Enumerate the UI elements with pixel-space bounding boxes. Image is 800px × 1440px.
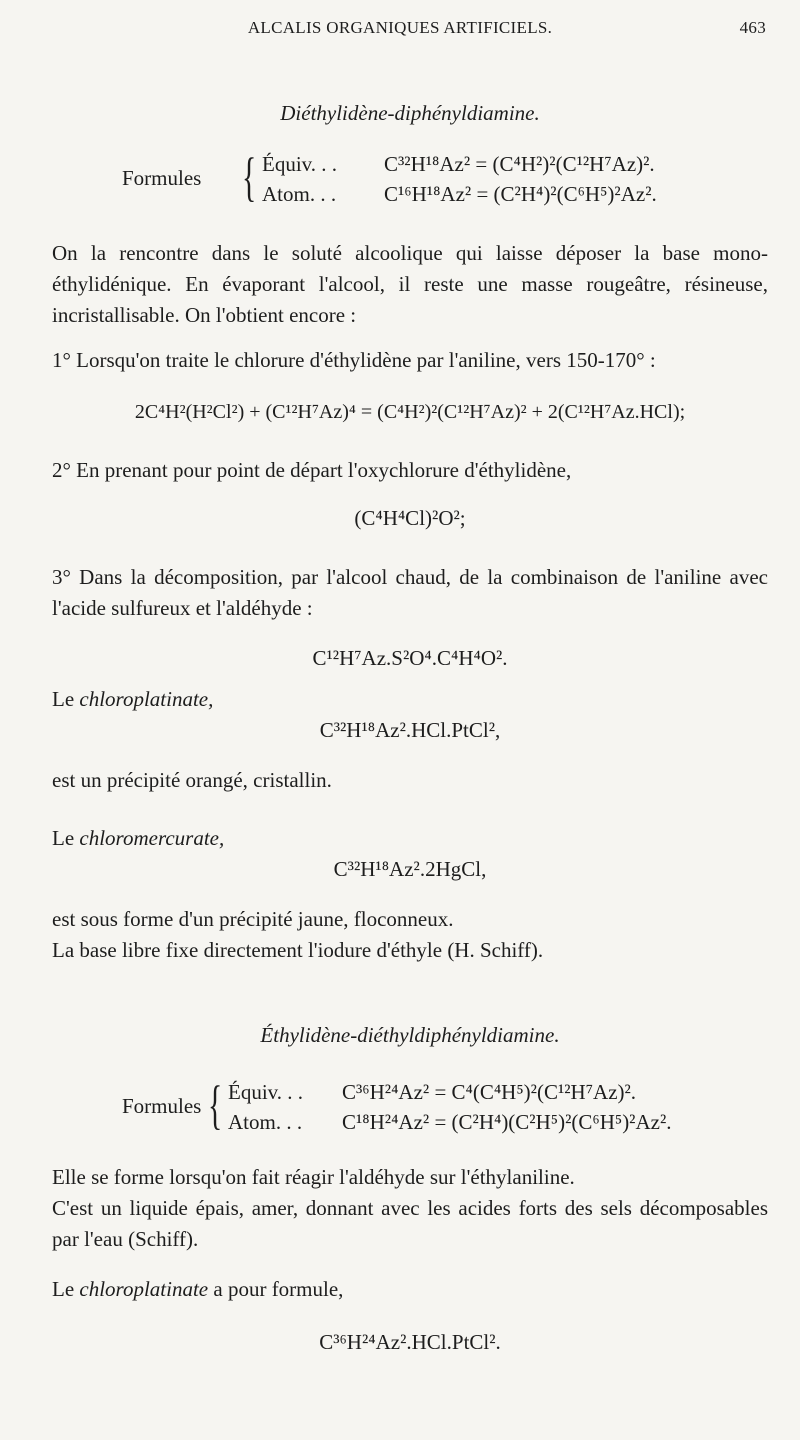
- equation-1: 2C⁴H²(H²Cl²) + (C¹²H⁷Az)⁴ = (C⁴H²)²(C¹²H⁷Az)² + 2(C¹²H⁷Az.HCl);: [134, 401, 686, 423]
- chloroplatinate-line: [52, 684, 768, 715]
- chloroplatinate-post: a pour formule,: [208, 1277, 344, 1301]
- curly-brace-icon: {: [208, 1075, 223, 1135]
- equiv-label: Équiv. . .: [228, 1080, 304, 1104]
- curly-brace-icon: {: [242, 147, 257, 207]
- formules-label: Formules: [122, 1094, 202, 1118]
- formules-label: Formules: [122, 166, 202, 190]
- formula-2: (C⁴H⁴Cl)²O²;: [354, 506, 466, 530]
- base-libre: La base libre fixe directement l'iodure d'éthyle (H. Schiff).: [52, 938, 544, 962]
- page-number: 463: [739, 18, 766, 37]
- atom-label: Atom. . .: [228, 1110, 303, 1134]
- equiv-label: Équiv. . .: [262, 152, 338, 176]
- chloroplatinate-pre: Le: [52, 1277, 80, 1301]
- running-title: ALCALIS ORGANIQUES ARTIFICIELS.: [247, 18, 553, 37]
- chloroplatinate-formula-2: C³⁶H²⁴Az².HCl.PtCl².: [319, 1330, 501, 1354]
- item-3: 3° Dans la décomposition, par l'alcool chaud, de la combinaison de l'aniline avec l'acide sulfureux et l'aldéhyde :: [52, 565, 768, 620]
- paragraph-forme: Elle se forme lorsqu'on fait réagir l'aldéhyde sur l'éthylaniline.: [52, 1165, 575, 1189]
- atom-formula: C¹⁶H¹⁸Az² = (C²H⁴)²(C⁶H⁵)²Az².: [384, 182, 657, 206]
- formules-block-2: [122, 1075, 722, 1138]
- formula-3: C¹²H⁷Az.S²O⁴.C⁴H⁴O².: [312, 646, 508, 670]
- chloroplatinate-desc: est un précipité orangé, cristallin.: [52, 768, 332, 792]
- section-title-diethylidene: Diéthylidène-diphényldiamine.: [280, 101, 540, 125]
- formules-block-1: [122, 147, 682, 210]
- chloroplatinate-word: chloroplatinate: [79, 1277, 209, 1301]
- chloroplatinate-formula: C³²H¹⁸Az².HCl.PtCl²,: [319, 718, 501, 742]
- paragraph-liquide: C'est un liquide épais, amer, donnant avec les acides forts des sels décomposables par l'eau (Schiff).: [52, 1196, 768, 1251]
- equiv-formula: C³⁶H²⁴Az² = C⁴(C⁴H⁵)²(C¹²H⁷Az)².: [342, 1080, 637, 1104]
- atom-label: Atom. . .: [262, 182, 337, 206]
- page-header: [0, 18, 800, 48]
- paragraph-intro: On la rencontre dans le soluté alcoolique qui laisse déposer la base mono-éthylidénique. En évaporant l'alcool, il reste une masse rougeâtre, résineuse, incristallisable. On l'obtient encore :: [52, 241, 768, 327]
- chloroplatinate-pre: Le: [52, 687, 80, 711]
- equiv-formula: C³²H¹⁸Az² = (C⁴H²)²(C¹²H⁷Az)².: [384, 152, 655, 176]
- item-1: 1° Lorsqu'on traite le chlorure d'éthylidène par l'aniline, vers 150-170° :: [52, 348, 656, 372]
- chloroplatinate-line-2: [52, 1274, 768, 1305]
- chloromercurate-pre: Le: [52, 826, 80, 850]
- chloromercurate-formula: C³²H¹⁸Az².2HgCl,: [333, 857, 487, 881]
- chloromercurate-line: [52, 823, 768, 854]
- chloroplatinate-word: chloroplatinate,: [79, 687, 214, 711]
- chloromercurate-word: chloromercurate,: [79, 826, 225, 850]
- section-title-ethylidene: Éthylidène-diéthyldiphényldiamine.: [260, 1023, 560, 1047]
- chloromercurate-desc: est sous forme d'un précipité jaune, floconneux.: [52, 907, 454, 931]
- atom-formula: C¹⁸H²⁴Az² = (C²H⁴)(C²H⁵)²(C⁶H⁵)²Az².: [342, 1110, 672, 1134]
- item-2: 2° En prenant pour point de départ l'oxychlorure d'éthylidène,: [52, 458, 572, 482]
